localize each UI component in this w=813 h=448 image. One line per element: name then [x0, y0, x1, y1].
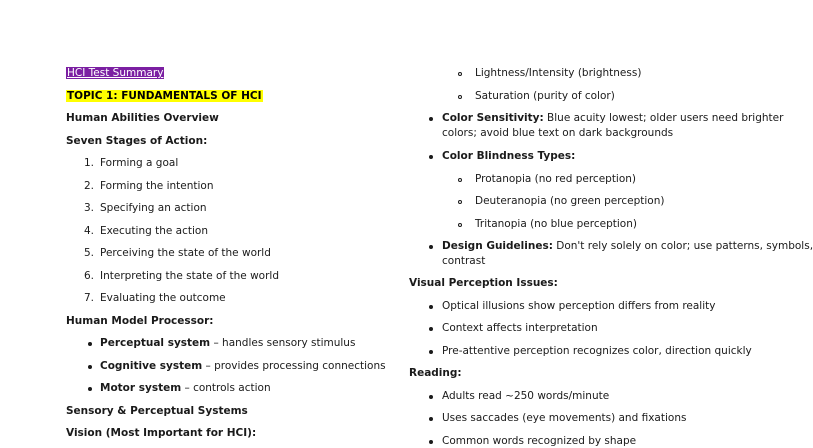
heading-vision: Vision (Most Important for HCI): — [66, 427, 257, 439]
bullet-dot — [429, 350, 433, 354]
heading-human-model: Human Model Processor: — [66, 315, 214, 327]
list-item: Interpreting the state of the world — [100, 270, 279, 282]
sub-bullet-circle — [458, 200, 462, 204]
list-item: Perceptual system – handles sensory stimulus — [100, 337, 356, 349]
list-item: Motor system – controls action — [100, 382, 271, 394]
list-number: 3. — [84, 202, 95, 214]
list-item: Adults read ~250 words/minute — [442, 390, 610, 402]
sub-bullet-circle — [458, 95, 462, 99]
bullet-dot — [429, 155, 433, 159]
bullet-dot — [88, 365, 92, 369]
design-guidelines-line1: Design Guidelines: Don't rely solely on color; use patterns, symbols, — [442, 240, 813, 252]
list-number: 2. — [84, 180, 95, 192]
heading-seven-stages: Seven Stages of Action: — [66, 135, 208, 147]
list-item: Common words recognized by shape — [442, 435, 637, 447]
doc-title: HCI Test Summary — [67, 67, 164, 79]
list-item: Perceiving the state of the world — [100, 247, 271, 259]
bullet-dot — [429, 395, 433, 399]
bullet-dot — [429, 440, 433, 444]
sub-list-item: Saturation (purity of color) — [475, 90, 615, 102]
bullet-dot — [88, 342, 92, 346]
list-item: Forming the intention — [100, 180, 214, 192]
list-number: 5. — [84, 247, 95, 259]
color-blindness-heading: Color Blindness Types: — [442, 150, 576, 162]
list-item: Context affects interpretation — [442, 322, 598, 334]
heading-visual-perception: Visual Perception Issues: — [409, 277, 558, 289]
list-number: 1. — [84, 157, 95, 169]
sub-list-item: Lightness/Intensity (brightness) — [475, 67, 642, 79]
list-item: Specifying an action — [100, 202, 207, 214]
list-item: Evaluating the outcome — [100, 292, 226, 304]
list-number: 7. — [84, 292, 95, 304]
bullet-dot — [429, 327, 433, 331]
list-item: Forming a goal — [100, 157, 179, 169]
bullet-dot — [429, 305, 433, 309]
heading-human-abilities: Human Abilities Overview — [66, 112, 219, 124]
sub-list-item: Deuteranopia (no green perception) — [475, 195, 665, 207]
bullet-dot — [429, 245, 433, 249]
design-guidelines-line2: contrast — [442, 255, 486, 267]
list-item: Pre-attentive perception recognizes color, direction quickly — [442, 345, 752, 357]
list-item: Cognitive system – provides processing connections — [100, 360, 386, 372]
bullet-dot — [88, 387, 92, 391]
topic-heading: TOPIC 1: FUNDAMENTALS OF HCI — [67, 90, 262, 102]
sub-bullet-circle — [458, 178, 462, 182]
color-sensitivity-line2: colors; avoid blue text on dark backgrounds — [442, 127, 674, 139]
list-item: Uses saccades (eye movements) and fixations — [442, 412, 687, 424]
sub-bullet-circle — [458, 72, 462, 76]
heading-reading: Reading: — [409, 367, 462, 379]
sub-bullet-circle — [458, 223, 462, 227]
sub-list-item: Tritanopia (no blue perception) — [475, 218, 637, 230]
bullet-dot — [429, 117, 433, 121]
sub-list-item: Protanopia (no red perception) — [475, 173, 637, 185]
list-item: Executing the action — [100, 225, 208, 237]
bullet-dot — [429, 417, 433, 421]
heading-sensory: Sensory & Perceptual Systems — [66, 405, 248, 417]
list-number: 4. — [84, 225, 95, 237]
list-number: 6. — [84, 270, 95, 282]
list-item: Optical illusions show perception differs from reality — [442, 300, 716, 312]
color-sensitivity-line1: Color Sensitivity: Blue acuity lowest; older users need brighter — [442, 112, 784, 124]
